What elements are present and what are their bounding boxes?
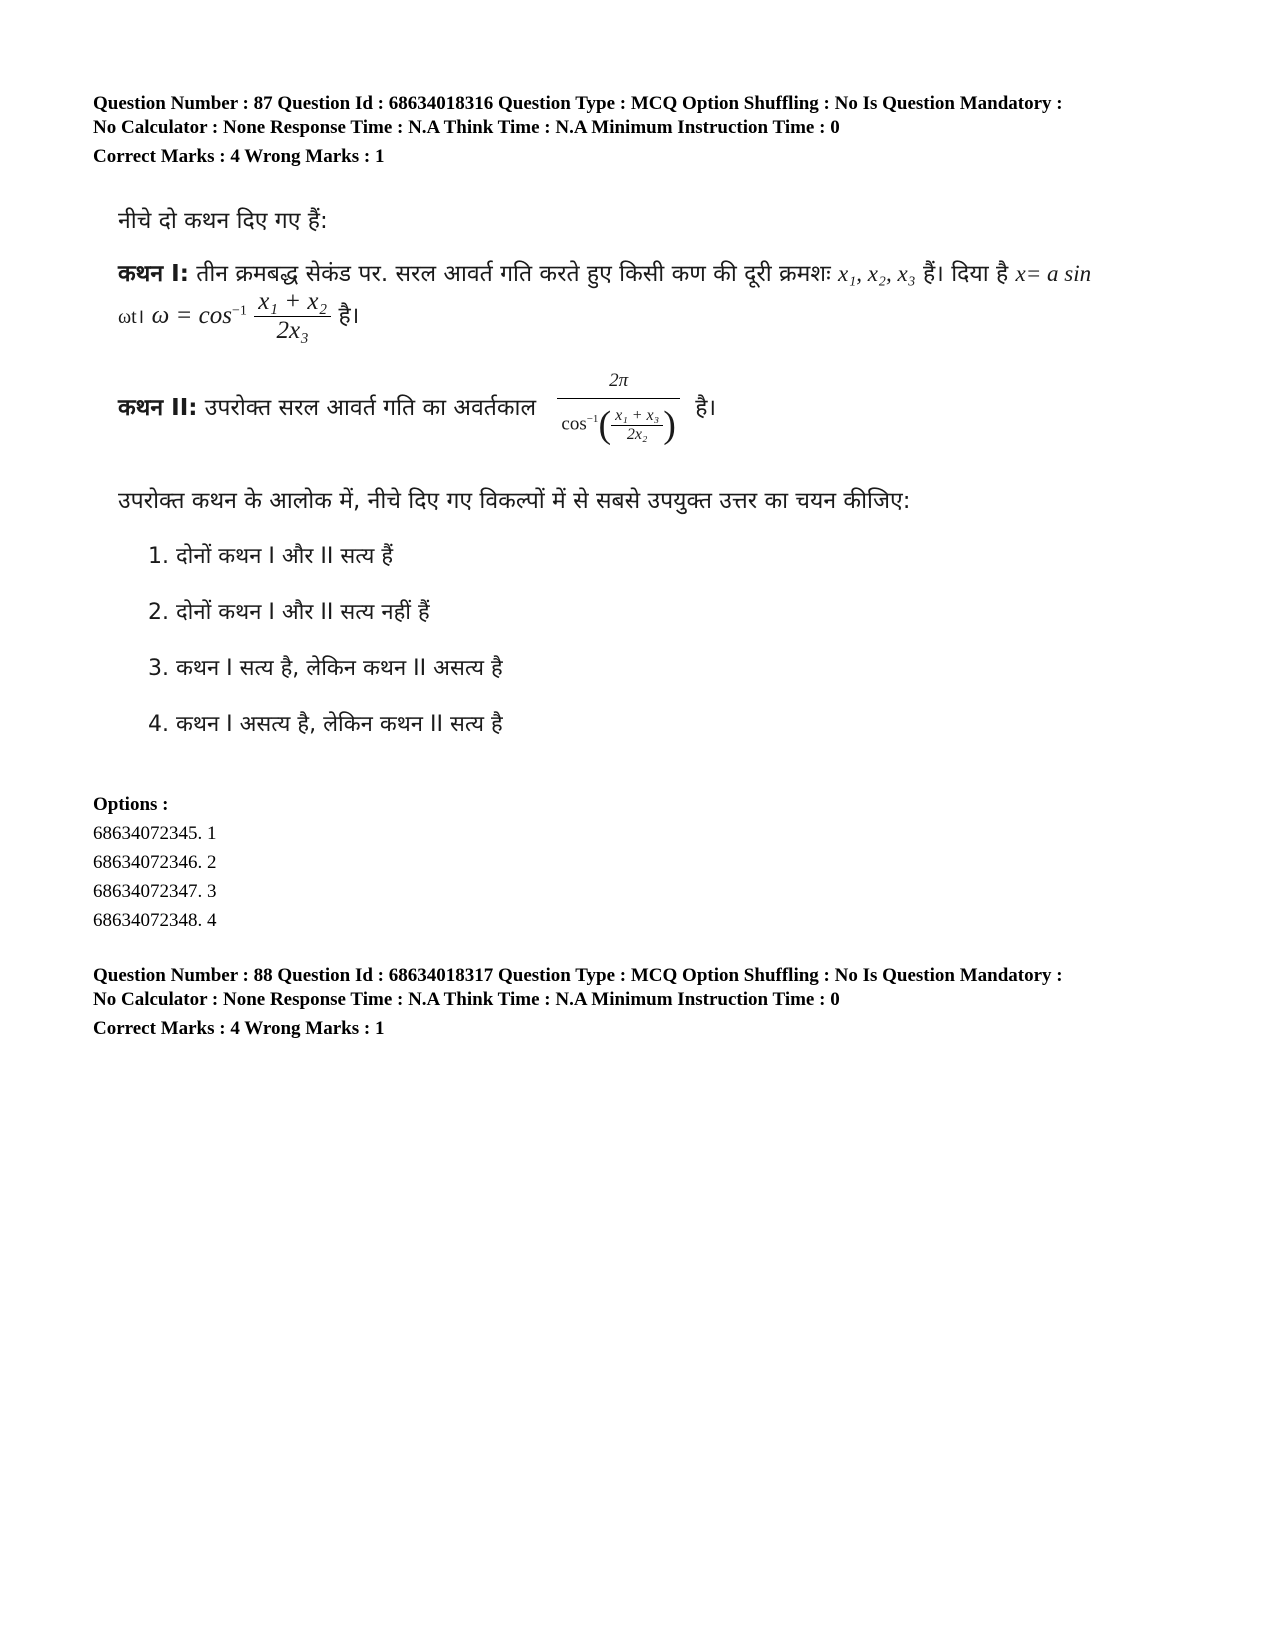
options-header: Options :	[93, 794, 169, 815]
statement-2-label: कथन II:	[118, 395, 198, 421]
statement-2-inner-numerator: x₁ + x₃	[611, 407, 663, 426]
statement-2	[118, 370, 1238, 447]
statement-1-text-2: हैं। दिया है	[922, 261, 1009, 287]
question-meta-line-2: No Calculator : None Response Time : N.A Think Time : N.A Minimum Instruction Time : 0	[93, 117, 840, 138]
statement-2-text: उपरोक्त सरल आवर्त गति का अवर्तकाल	[204, 395, 537, 421]
option-1: 68634072345. 1	[93, 823, 217, 844]
question-88-header	[93, 964, 1213, 1041]
statement-2-cos: cos	[561, 413, 587, 435]
choice-4: 4. कथन I असत्य है, लेकिन कथन II सत्य है	[148, 712, 503, 737]
statement-2-inner-denominator: 2x₂	[626, 425, 648, 443]
question-meta-line-2: No Calculator : None Response Time : N.A Think Time : N.A Minimum Instruction Time : 0	[93, 989, 840, 1010]
statement-1	[118, 256, 1238, 288]
statement-1-omega-eq: ω = cos	[151, 302, 232, 329]
choice-3: 3. कथन I सत्य है, लेकिन कथन II असत्य है	[148, 656, 503, 681]
statement-2-inner-fraction	[611, 407, 663, 444]
answer-instruction: उपरोक्त कथन के आलोक में, नीचे दिए गए विकल्पों में से सबसे उपयुक्त उत्तर का चयन कीजिए:	[118, 488, 911, 514]
statement-1-fraction-numerator: x₁ + x₂	[254, 288, 331, 317]
statement-1-fraction-denominator: 2x₃	[276, 317, 309, 344]
question-meta-line-1: Question Number : 88 Question Id : 68634018317 Question Type : MCQ Option Shuffling : No Is Question Mandatory :	[93, 965, 1063, 986]
statement-1-equation: x= a sin	[1015, 261, 1092, 286]
question-intro: नीचे दो कथन दिए गए हैं:	[118, 208, 328, 234]
statement-1-fraction	[254, 288, 331, 345]
question-87-header	[93, 92, 1213, 169]
statement-1-text: तीन क्रमबद्ध सेकंड पर. सरल आवर्त गति करते हुए किसी कण की दूरी क्रमशः	[196, 261, 831, 287]
statement-1-label: कथन I:	[118, 261, 189, 287]
option-3: 68634072347. 3	[93, 881, 217, 902]
statement-2-fraction-numerator: 2π	[557, 370, 679, 399]
choice-2: 2. दोनों कथन I और II सत्य नहीं हैं	[148, 600, 430, 625]
statement-2-end: है।	[695, 395, 717, 421]
statement-1-end: है।	[338, 303, 360, 329]
choice-1: 1. दोनों कथन I और II सत्य हैं	[148, 544, 394, 569]
marks-line: Correct Marks : 4 Wrong Marks : 1	[93, 146, 385, 167]
question-meta-line-1: Question Number : 87 Question Id : 68634018316 Question Type : MCQ Option Shuffling : No Is Question Mandatory :	[93, 93, 1063, 114]
statement-1-variables: x₁, x₂, x₃	[838, 261, 916, 286]
statement-1-line-2: ωt। $\omega = \cos^{-1}$ $\frac{\text{x₁ + x₂}}{\text{2x₃}}$ है।	[118, 288, 360, 344]
option-2: 68634072346. 2	[93, 852, 217, 873]
option-4: 68634072348. 4	[93, 910, 217, 931]
statement-2-fraction-denominator: $\cos^{-1}$( $\frac{\text{x₁ + x₃}}{\text{2x₂}}$ )	[561, 404, 676, 446]
statement-2-fraction	[557, 370, 679, 447]
marks-line: Correct Marks : 4 Wrong Marks : 1	[93, 1018, 385, 1039]
statement-1-omega-t: ωt।	[118, 306, 145, 328]
options-block	[93, 790, 217, 935]
